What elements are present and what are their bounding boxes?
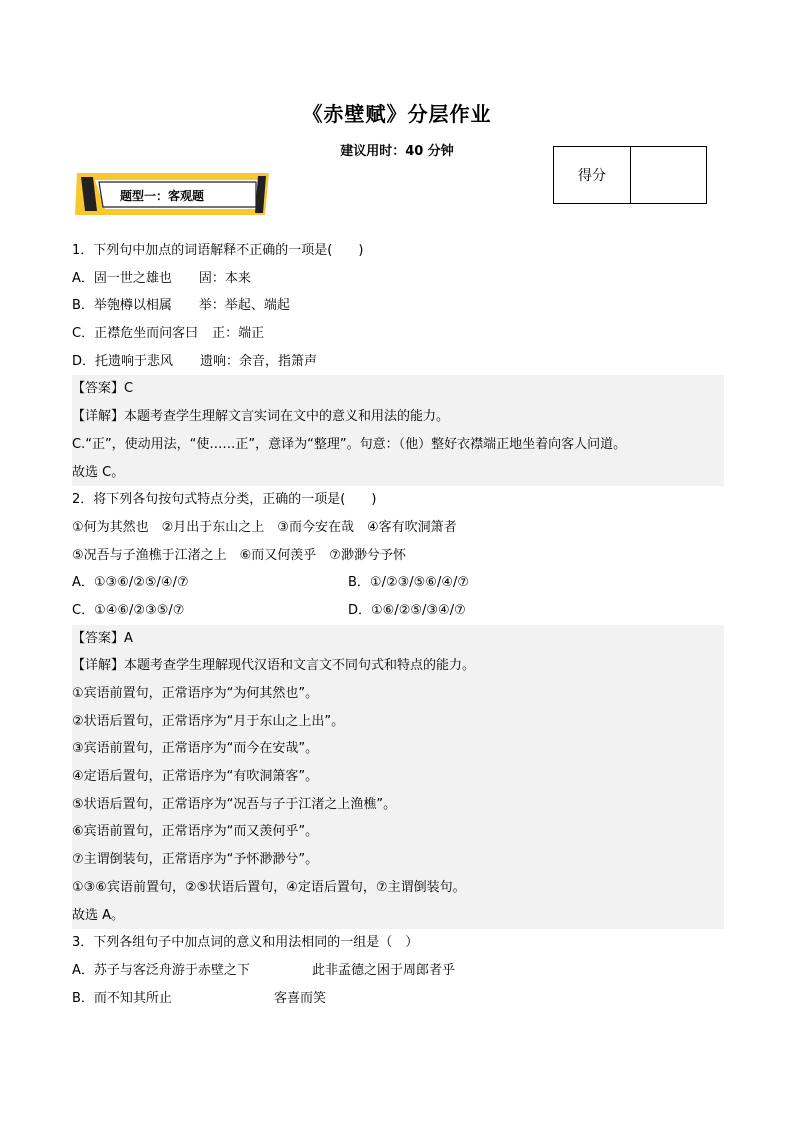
q2-option-a: A．①③⑥/②⑤/④/⑦ <box>72 575 189 591</box>
q2-option-d: D．①⑥/②⑤/③④/⑦ <box>348 602 466 618</box>
score-label: 得分 <box>554 147 631 203</box>
q3-option-b <box>72 985 724 1013</box>
q2-explain-10: 故选 A。 <box>72 907 125 923</box>
section-label: 题型一：客观题 <box>120 189 205 203</box>
q2-explain-8: ⑦主谓倒装句，正常语序为“予怀渺渺兮”。 <box>72 852 319 868</box>
q2-explain-9: ①③⑥宾语前置句，②⑤状语后置句，④定语后置句，⑦主谓倒装句。 <box>72 879 466 895</box>
q2-explain-2: ①宾语前置句，正常语序为“为何其然也”。 <box>72 686 319 701</box>
q1-answer: 【答案】C <box>72 381 134 397</box>
score-value-field[interactable] <box>631 147 706 203</box>
q3-option-a-2: 此非孟德之困于周郎者乎 <box>312 962 456 978</box>
q2-answer: 【答案】A <box>72 630 133 646</box>
q2-explain-6: ⑤状语后置句，正常语序为“况吾与子于江渚之上渔樵”。 <box>72 796 397 812</box>
q1-option-b: B．举匏樽以相属 举：举起、端起 <box>72 298 290 314</box>
q1-explain-3: 故选 C。 <box>72 464 125 480</box>
suggested-time: 建议用时：40 分钟 <box>340 144 454 159</box>
q2-items-1: ①何为其然也 ②月出于东山之上 ③而今安在哉 ④客有吹洞箫者 <box>72 519 457 535</box>
q2-explain-1: 【详解】本题考查学生理解现代汉语和文言文不同句式和特点的能力。 <box>72 658 476 674</box>
q1-option-d: D．托遗响于悲风 遗响：余音，指箫声 <box>72 353 318 369</box>
q3-stem: 3．下列各组句子中加点词的意义和用法相同的一组是（ ） <box>72 935 419 951</box>
q2-stem: 2．将下列各句按句式特点分类，正确的一项是( ) <box>72 492 377 508</box>
question-content <box>72 237 724 1012</box>
q1-explain-1: 【详解】本题考查学生理解文言实词在文中的意义和用法的能力。 <box>72 409 450 425</box>
q2-option-c: C．①④⑥/②③⑤/⑦ <box>72 602 185 618</box>
q2-explain-5: ④定语后置句，正常语序为“有吹洞箫客”。 <box>72 769 319 785</box>
q1-explain-2: C.“正”，使动用法，“使……正”，意译为“整理”。句意：（他）整好衣襟端正地坐着向客人问道。 <box>72 436 627 452</box>
q2-options-ab <box>72 569 724 597</box>
q1-option-a: A．固一世之雄也 固：本来 <box>72 270 251 286</box>
score-box <box>553 146 707 204</box>
q3-option-a <box>72 957 724 985</box>
q1-option-c: C．正襟危坐而问客曰 正：端正 <box>72 326 265 342</box>
section-banner <box>73 171 270 217</box>
q2-explain-3: ②状语后置句，正常语序为“月于东山之上出”。 <box>72 713 345 729</box>
q2-answer-block <box>72 625 724 930</box>
q1-answer-block <box>72 375 724 486</box>
page-title: 《赤壁赋》分层作业 <box>302 102 492 126</box>
q2-items-2: ⑤况吾与子渔樵于江渚之上 ⑥而又何羡乎 ⑦渺渺兮予怀 <box>72 547 406 563</box>
q3-option-a-1: A．苏子与客泛舟游于赤壁之下 <box>72 962 250 978</box>
q2-explain-7: ⑥宾语前置句，正常语序为“而又羡何乎”。 <box>72 824 319 840</box>
q2-explain-4: ③宾语前置句，正常语序为“而今在安哉”。 <box>72 741 319 757</box>
q3-option-b-1: B．而不知其所止 <box>72 990 172 1006</box>
q3-option-b-2: 客喜而笑 <box>274 990 327 1006</box>
q2-options-cd <box>72 597 724 625</box>
q2-option-b: B．①/②③/⑤⑥/④/⑦ <box>348 575 470 591</box>
q1-stem: 1．下列句中加点的词语解释不正确的一项是( ) <box>72 243 364 258</box>
